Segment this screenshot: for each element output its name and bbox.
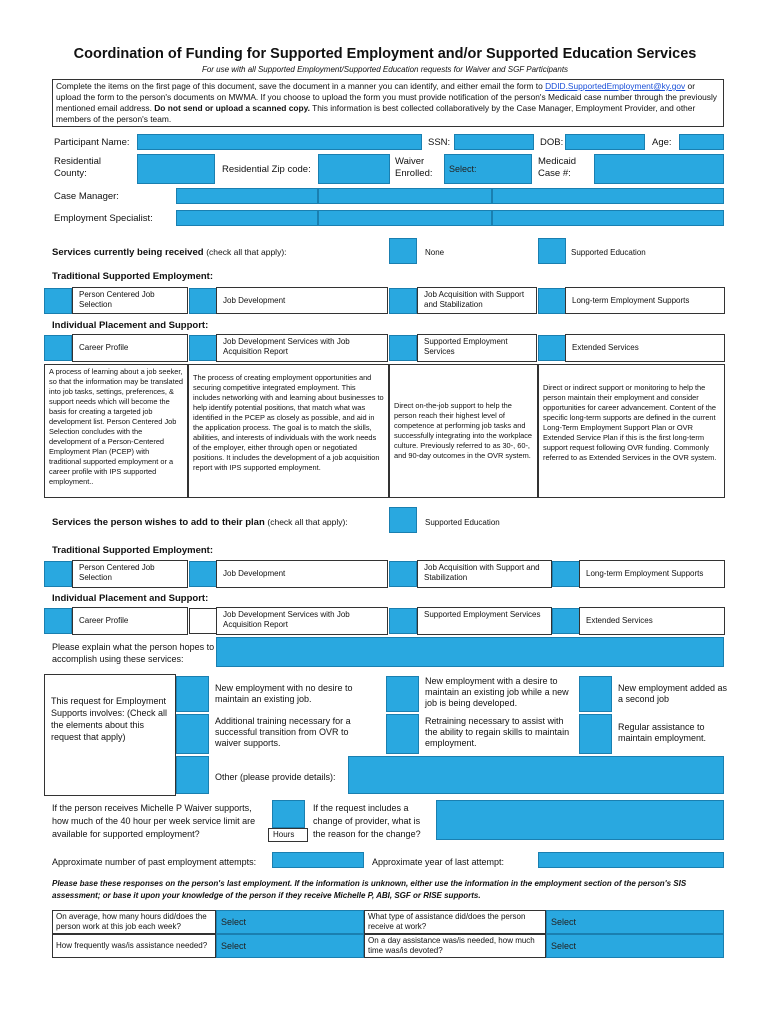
wish-ips-heading: Individual Placement and Support: xyxy=(52,593,209,604)
wish-supported-emp-services-checkbox[interactable] xyxy=(389,608,417,634)
ssn-label: SSN: xyxy=(428,137,451,148)
current-none-checkbox[interactable] xyxy=(389,238,417,264)
past-attempts-field[interactable] xyxy=(272,852,364,868)
long-term-description: Direct or indirect support or monitoring to help the person maintain their employment and consider opportunities for career advancement. Content of the specific long-term supports are defined in the current Long-Term Employment Support Plan or OVR Extended Service Plan if this is the first long-term support request following OVR funding. Commonly referred to as Extended Services in the OVR system. xyxy=(538,364,725,498)
michelle-p-label: If the person receives Michelle P Waiver supports, how much of the 40 hour per week service limit are available for supported employment? xyxy=(52,803,256,839)
waiver-enrolled-label: Waiver Enrolled: xyxy=(395,156,433,179)
residential-zip-label: Residential Zip code: xyxy=(222,164,311,175)
participant-name-field[interactable] xyxy=(137,134,422,150)
assistance-frequency-select[interactable]: Select xyxy=(216,934,364,958)
dob-field[interactable] xyxy=(565,134,645,150)
employment-specialist-contact-field[interactable] xyxy=(492,210,724,226)
current-job-development-checkbox[interactable] xyxy=(189,288,217,314)
last-employment-note: Please base these responses on the person's last employment. If the information is unknown, either use the information in the employment section of the person's SIS assessment; or base it upon your knowledge of the person if they receive Michelle P, ABI, SGF or RISE supports. xyxy=(52,879,687,900)
job-acquisition-description: Direct on-the-job support to help the person reach their highest level of competence at performing job tasks and successfully integrating into the workplace culture. Previously referred to as 30-, 60-, and 90-day outcomes in the OVR system. xyxy=(389,364,538,498)
wish-job-acquisition-checkbox[interactable] xyxy=(389,561,417,587)
request-opt5-label: New employment added as a second job xyxy=(618,683,728,704)
case-manager-agency-field[interactable] xyxy=(318,188,492,204)
employment-specialist-name-field[interactable] xyxy=(176,210,318,226)
current-job-acquisition-label: Job Acquisition with Support and Stabilization xyxy=(417,287,537,314)
assistance-time-question: On a day assistance was/is needed, how much time was/is devoted? xyxy=(364,934,546,958)
wish-job-acquisition-label: Job Acquisition with Support and Stabilization xyxy=(417,560,552,588)
hours-per-week-select[interactable]: Select xyxy=(216,910,364,934)
request-other-label: Other (please provide details): xyxy=(215,772,336,782)
request-other-field[interactable] xyxy=(348,756,724,794)
current-services-heading: Services currently being received (check all that apply): xyxy=(52,247,287,258)
wish-jds-acq-label: Job Development Services with Job Acquisition Report xyxy=(216,607,388,635)
current-jds-acq-checkbox[interactable] xyxy=(189,335,217,361)
current-supported-emp-services-label: Supported Employment Services xyxy=(417,334,537,362)
request-opt4-checkbox[interactable] xyxy=(386,714,419,754)
current-long-term-checkbox[interactable] xyxy=(538,288,566,314)
ssn-field[interactable] xyxy=(454,134,534,150)
last-attempt-year-field[interactable] xyxy=(538,852,724,868)
request-opt2-label: Additional training necessary for a successful transition from OVR to waiver supports. xyxy=(215,716,351,748)
current-traditional-heading: Traditional Supported Employment: xyxy=(52,271,213,282)
dob-label: DOB: xyxy=(540,137,564,148)
request-opt5-checkbox[interactable] xyxy=(579,676,612,712)
participant-name-label: Participant Name: xyxy=(54,137,130,148)
request-opt6-label: Regular assistance to maintain employment. xyxy=(618,722,707,743)
assistance-frequency-question: How frequently was/is assistance needed? xyxy=(52,934,216,958)
medicaid-case-label: Medicaid Case #: xyxy=(538,156,577,179)
case-manager-name-field[interactable] xyxy=(176,188,318,204)
request-opt3-label: New employment with a desire to maintain an existing job while a new job is being developed. xyxy=(425,676,569,708)
assistance-time-select[interactable]: Select xyxy=(546,934,724,958)
job-development-description: The process of creating employment opportunities and securing competitive integrated employment. This includes networking with and learning about businesses to help identify potential positions, that match what was identified in the PCEP as closely as possible, and aid in the application process. The goal is to match the skills, abilities, and interests of individuals with the work needs of the employer, either through open or negotiated positions. It includes the development of a job acquisition report with IPS supported employment. xyxy=(188,364,389,498)
current-career-profile-label: Career Profile xyxy=(72,334,188,362)
accomplish-field[interactable] xyxy=(216,637,724,667)
email-link[interactable]: DDID.SupportedEmployment@ky.gov xyxy=(545,81,686,91)
hours-label: Hours xyxy=(268,828,308,842)
wish-supported-emp-services-label: Supported Employment Services xyxy=(417,607,552,635)
employment-specialist-label: Employment Specialist: xyxy=(54,213,153,224)
michelle-p-hours-field[interactable] xyxy=(272,800,305,828)
wish-extended-label: Extended Services xyxy=(579,607,725,635)
medicaid-case-field[interactable] xyxy=(594,154,724,184)
current-job-development-label: Job Development xyxy=(216,287,388,314)
assistance-type-select[interactable]: Select xyxy=(546,910,724,934)
request-opt6-checkbox[interactable] xyxy=(579,714,612,754)
wish-traditional-heading: Traditional Supported Employment: xyxy=(52,545,213,556)
wish-job-development-checkbox[interactable] xyxy=(189,561,217,587)
request-opt4-label: Retraining necessary to assist with the ability to regain skills to maintain employment. xyxy=(425,716,570,748)
request-opt1-checkbox[interactable] xyxy=(176,676,209,712)
current-none-label: None xyxy=(425,248,445,257)
residential-zip-field[interactable] xyxy=(318,154,390,184)
form-title: Coordination of Funding for Supported Employment and/or Supported Education Services xyxy=(73,46,697,62)
current-extended-checkbox[interactable] xyxy=(538,335,566,361)
current-career-profile-checkbox[interactable] xyxy=(44,335,72,361)
current-pcjs-label: Person Centered Job Selection xyxy=(72,287,188,314)
current-supported-education-checkbox[interactable] xyxy=(538,238,566,264)
last-attempt-year-label: Approximate year of last attempt: xyxy=(372,857,505,867)
provider-change-label: If the request includes a change of provider, what is the reason for the change? xyxy=(313,803,421,839)
current-supported-education-label: Supported Education xyxy=(571,248,646,257)
request-opt1-label: New employment with no desire to maintain an existing job. xyxy=(215,683,353,704)
age-label: Age: xyxy=(652,137,672,148)
request-label: This request for Employment Supports involves: (Check all the elements about this request that apply) xyxy=(44,674,176,796)
current-ips-heading: Individual Placement and Support: xyxy=(52,320,209,331)
request-other-checkbox[interactable] xyxy=(176,756,209,794)
provider-change-field[interactable] xyxy=(436,800,724,840)
wish-supported-education-label: Supported Education xyxy=(425,518,500,527)
employment-specialist-agency-field[interactable] xyxy=(318,210,492,226)
current-supported-emp-services-checkbox[interactable] xyxy=(389,335,417,361)
residential-county-label: Residential County: xyxy=(54,156,101,179)
residential-county-field[interactable] xyxy=(137,154,215,184)
instructions: Complete the items on the first page of this document, save the document in a manner you can identify, and either email the form to DDID.SupportedEmployment@ky.gov or upload the form to the person's documents on MWMA. If you choose to upload the form you must provide notification of the person's Medicaid case number through the previously mentioned email address. Do not send or upload a scanned copy. This information is best collected collaboratively by the Case Manager, Employment Provider, and other members of the person's team. xyxy=(52,79,724,127)
wish-pcjs-label: Person Centered Job Selection xyxy=(72,560,188,588)
wish-extended-checkbox[interactable] xyxy=(552,608,580,634)
wish-services-heading: Services the person wishes to add to their plan (check all that apply): xyxy=(52,517,348,528)
request-opt3-checkbox[interactable] xyxy=(386,676,419,712)
accomplish-label: Please explain what the person hopes to accomplish using these services: xyxy=(52,642,215,664)
wish-long-term-checkbox[interactable] xyxy=(552,561,580,587)
wish-jds-acq-checkbox[interactable] xyxy=(189,608,217,634)
assistance-type-question: What type of assistance did/does the person receive at work? xyxy=(364,910,546,934)
case-manager-contact-field[interactable] xyxy=(492,188,724,204)
form-subtitle: For use with all Supported Employment/Supported Education requests for Waiver and SGF Participants xyxy=(201,65,569,74)
age-field[interactable] xyxy=(679,134,724,150)
current-job-acquisition-checkbox[interactable] xyxy=(389,288,417,314)
current-pcjs-checkbox[interactable] xyxy=(44,288,72,314)
request-opt2-checkbox[interactable] xyxy=(176,714,209,754)
current-extended-label: Extended Services xyxy=(565,334,725,362)
wish-career-profile-label: Career Profile xyxy=(72,607,188,635)
wish-pcjs-checkbox[interactable] xyxy=(44,561,72,587)
wish-supported-education-checkbox[interactable] xyxy=(389,507,417,533)
wish-long-term-label: Long-term Employment Supports xyxy=(579,560,725,588)
past-attempts-label: Approximate number of past employment attempts: xyxy=(52,857,257,867)
current-long-term-label: Long-term Employment Supports xyxy=(565,287,725,314)
case-manager-label: Case Manager: xyxy=(54,191,119,202)
pcjs-description: A process of learning about a job seeker, so that the information may be translated into job tasks, settings, preferences, & support needs which will become the basis for creating a targeted job development list. Person Centered Job Selection concludes with the development of a Person-Centered Employment Plan (PCEP) with traditional supported employment or a career profile with IPS supported employment.. xyxy=(44,364,188,498)
hours-per-week-question: On average, how many hours did/does the person work at this job each week? xyxy=(52,910,216,934)
current-jds-acq-label: Job Development Services with Job Acquisition Report xyxy=(216,334,388,362)
waiver-select[interactable]: Select: xyxy=(444,154,532,184)
wish-career-profile-checkbox[interactable] xyxy=(44,608,72,634)
wish-job-development-label: Job Development xyxy=(216,560,388,588)
